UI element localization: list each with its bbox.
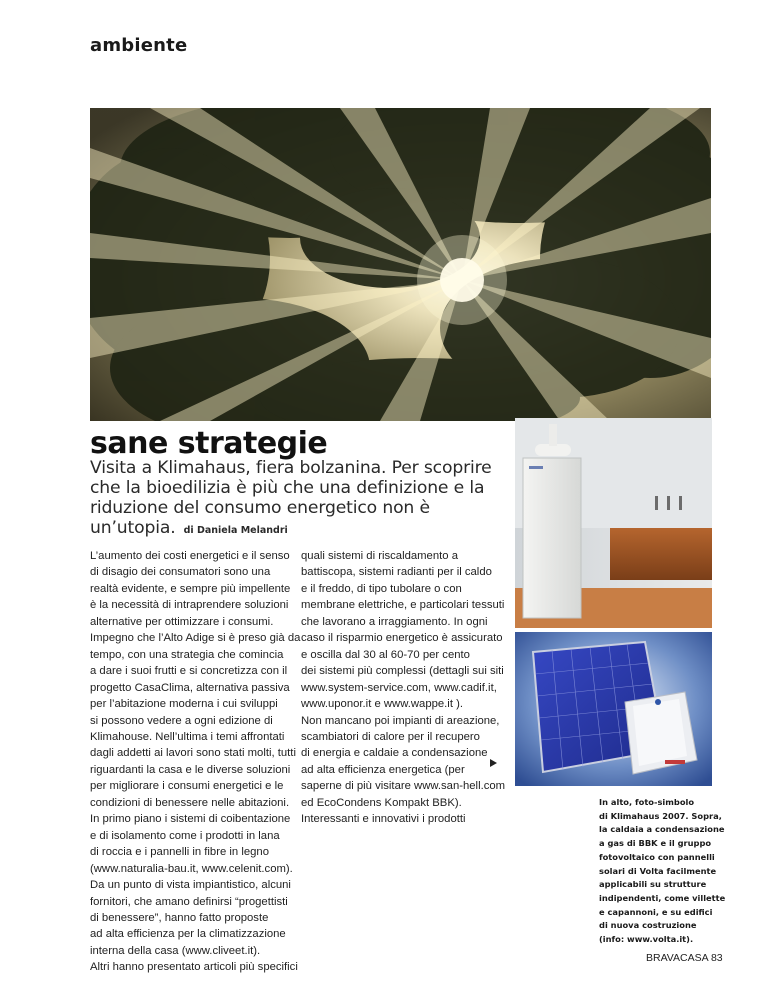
body-line: Impegno che l’Alto Adige si è preso già da [90,632,301,645]
sunbeams-illustration [90,108,711,421]
body-line: tempo, con una strategia che comincia [90,648,284,661]
body-line: Non mancano poi impianti di areazione, [301,714,500,727]
body-line: è la necessità di intraprendere soluzioni [90,599,289,612]
body-line: saperne di più visitare www.san-hell.com [301,780,506,793]
body-line: di disagio dei consumatori sono una [90,566,271,579]
caption-line: la caldaia a condensazione [599,824,725,835]
body-line: di energia e caldaie a condensazione [301,747,488,760]
caption-line: In alto, foto-simbolo [599,797,695,807]
body-line: riguardanti la casa e le diverse soluzioni [90,763,291,776]
body-line: scambiatori di calore per il recupero [301,730,480,743]
body-line: membrane elettriche, e particolari tessuti [301,599,505,612]
body-line: di benessere”, hanno fatto proposte [90,911,269,924]
body-line: www.system-service.com, www.cadif.it, [301,681,497,694]
page-folio: BRAVACASA 83 [646,952,723,964]
body-column-1 [90,548,301,976]
hero-photo-sunbeams-tree [90,108,711,421]
solar-panel-illustration [515,632,712,786]
article-byline: di Daniela Melandri [183,525,288,536]
caption-line: di nuova costruzione [599,920,697,931]
body-line: dei sistemi più complessi (dettagli sui siti [301,665,504,678]
caption-line: indipendenti, come villette [599,892,726,903]
body-line: ed EcoCondens Kompakt BBK). [301,796,462,809]
body-line: e oscilla dal 30 al 60-70 per cento [301,648,470,661]
photo-caption [599,796,726,947]
body-line: ad alta efficienza energetica (per [301,763,465,776]
body-line: per l’abitazione moderna i cui sviluppi [90,698,278,711]
body-line: (www.naturalia-bau.it, www.celenit.com). [90,862,293,875]
caption-line: di Klimahaus 2007. Sopra, [599,810,722,821]
article-title: sane strategie [90,426,328,461]
body-line: e di isolamento come i prodotti in lana [90,829,280,842]
body-line: Klimahouse. Nell’ultima i temi affrontati [90,730,285,743]
caption-line: a gas di BBK e il gruppo [599,838,712,849]
section-label: ambiente [90,35,188,56]
boiler-bathroom-photo [515,418,712,628]
body-line: fornitori, che amano definirsi “progettisti [90,895,288,908]
standfirst-text: Visita a Klimahaus, fiera bolzanina. Per scoprire che la bioedilizia è più che una definizione e la riduzione del consumo energetico non è un’utopia. [90,458,492,538]
body-line: quali sistemi di riscaldamento a [301,550,458,562]
body-line: ad alta efficienza per la climatizzazione [90,928,286,941]
body-line: Da un punto di vista impiantistico, alcuni [90,879,291,892]
continue-arrow-icon [490,759,497,767]
body-line: condizioni di benessere nelle abitazioni. [90,796,290,809]
body-column-2 [301,548,506,828]
body-line: alternative per ottimizzare i consumi. [90,615,274,628]
body-line: che lavorano a irraggiamento. In ogni [301,615,488,628]
body-line: caso il risparmio energetico è assicurato [301,632,503,645]
caption-line: (info: www.volta.it). [599,934,694,945]
boiler-illustration [515,418,712,628]
body-line: In primo piano i sistemi di coibentazione [90,813,291,826]
body-line: progetto CasaClima, alternativa passiva [90,681,290,694]
body-line: di roccia e i pannelli in fibre in legno [90,846,269,859]
body-line: a dare i suoi frutti e si concretizza con il [90,665,288,678]
solar-panel-photo [515,632,712,786]
caption-line: fotovoltaico con pannelli [599,851,715,862]
body-line: L’aumento dei costi energetici e il senso [90,550,290,562]
body-line: e il freddo, di tipo tubolare o con [301,582,462,595]
caption-line: applicabili su strutture [599,879,707,890]
body-line: si possono vedere a ogni edizione di [90,714,273,727]
caption-line: e capannoni, e su edifici [599,906,713,917]
caption-line: solari di Volta facilmente [599,865,717,876]
body-line: battiscopa, sistemi radianti per il caldo [301,566,492,579]
body-line: per migliorare i consumi energetici e le [90,780,284,793]
body-line: interna della casa (www.cliveet.it). [90,944,261,957]
body-line: Interessanti e innovativi i prodotti [301,813,466,826]
body-line: dagli addetti ai lavori sono stati molti, tutti [90,747,296,760]
article-standfirst [90,458,505,541]
body-line: www.uponor.it e www.wappe.it ). [301,698,463,711]
body-line: realtà evidente, e sempre più impellente [90,582,291,595]
body-line: Altri hanno presentato articoli più specifici [90,961,298,974]
